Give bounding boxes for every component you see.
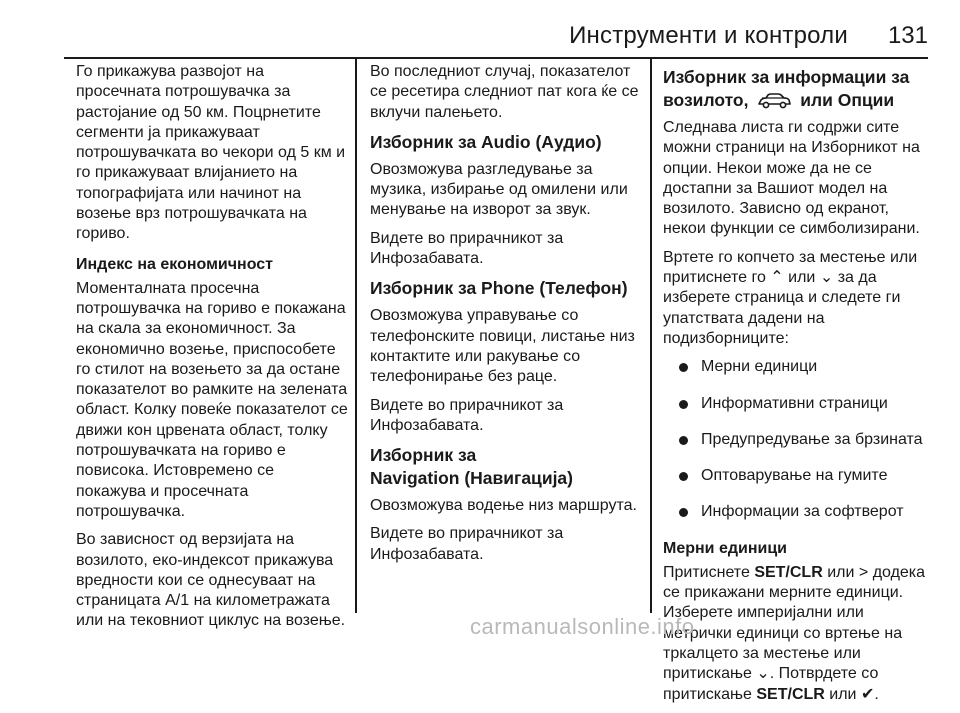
header-title: Инструменти и контроли	[569, 22, 848, 49]
heading-vehicle-info-menu	[663, 66, 935, 112]
text-select-follow: за да изберете страница и следете ги упатствата дадени на подизборниците:	[663, 269, 901, 347]
list-item	[663, 430, 935, 450]
heading-vehicle-line1: Изборник за информации за	[663, 67, 910, 87]
list-item-text: Оптоварување на гумите	[701, 467, 888, 485]
paragraph-audio: Овозможува разгледување за музика, избирање од омилени или менување на изворот за звук.	[370, 160, 628, 219]
car-icon	[757, 93, 791, 109]
column-3	[663, 62, 935, 713]
set-clr-label: SET/CLR	[754, 563, 823, 581]
list-item-text: Мерни единици	[701, 358, 818, 376]
heading-units: Мерни единици	[663, 539, 788, 557]
heading-navigation-menu	[370, 444, 644, 490]
column-2	[370, 62, 644, 573]
bullet-icon	[679, 436, 688, 445]
down-arrow-icon: ⌄	[756, 665, 770, 683]
text-confirm: . Потврдете со притискање	[663, 665, 879, 703]
text-or: или	[829, 685, 857, 703]
list-item	[663, 394, 935, 414]
header-rule	[64, 57, 928, 59]
list-item	[663, 502, 935, 522]
bullet-icon	[679, 400, 688, 409]
set-clr-label: SET/CLR	[756, 685, 825, 703]
down-arrow-icon: ⌄	[819, 269, 834, 287]
column-1	[76, 62, 348, 640]
page-number: 131	[887, 22, 928, 49]
heading-vehicle-line2a: возилото,	[663, 90, 749, 110]
paragraph-eco-version: Во зависност од верзијата на возилото, еко-индексот прикажува вредности кои се однесуваат на страницата А/1 на километражата или на тековниот циклус на возење.	[76, 531, 346, 630]
column-divider-1	[355, 58, 357, 613]
list-item	[663, 466, 935, 486]
watermark: carmanualsonline.info	[470, 614, 695, 639]
text-units-shown: додека се прикажани мерните единици. Изберете империјални или метрички единици со вртење на тркалцето за местење или притискање	[663, 563, 926, 683]
column-divider-2	[650, 58, 652, 613]
reference-phone: Видете во прирачникот за Инфозабавата.	[370, 396, 564, 434]
paragraph-phone: Овозможува управување со телефонските повици, листање низ контактите или ракување со телефонирање без раце.	[370, 307, 635, 386]
bullet-icon	[679, 472, 688, 481]
list-item-text: Информации за софтверот	[701, 503, 904, 521]
text-or: или	[827, 563, 855, 581]
paragraph-navigation: Овозможува водење низ маршрута.	[370, 497, 637, 515]
list-item	[663, 357, 935, 377]
list-item-text: Предупредување за брзината	[701, 430, 923, 448]
list-item-text: Информативни страници	[701, 394, 888, 412]
check-icon: ✔	[860, 685, 875, 703]
paragraph-reset: Во последниот случај, показателот се ресетира следниот пат кога ќе се вклучи палењето.	[370, 63, 639, 121]
heading-audio-menu: Изборник за Audio (Аудио)	[370, 131, 602, 152]
paragraph-eco-index: Моменталната просечна потрошувачка на гориво е покажана на скала за економичност. За економично возење, приспособете го стилот на возењето за да остане показателот во рамките на зелената област. Колку повеќе показателот се движи кон црвената област, толку потрошувачката на гориво е повисока. Истовремено се покажува и просечната потрошувачка.	[76, 279, 348, 520]
text-or: или	[788, 269, 816, 287]
paragraph-consumption-graph: Го прикажува развојот на просечната потрошувачка за растојание од 50 км. Поцрнетите сегменти ја прикажуваат потрошувачката во чекори од 5 км и го прикажуваат влијанието на топографијата или начинот на возење врз потрошувачката на гориво.	[76, 63, 346, 243]
page-header	[0, 0, 960, 58]
reference-audio: Видете во прирачникот за Инфозабавата.	[370, 229, 564, 268]
text-period: .	[874, 685, 879, 703]
heading-navigation-line1: Изборник за	[370, 445, 477, 466]
up-arrow-icon: ⌃	[770, 269, 784, 287]
bullet-icon	[679, 508, 688, 517]
text-turn-knob: Вртете го копчето за местење или притиснете го	[663, 248, 918, 287]
bullet-icon	[679, 363, 688, 372]
right-arrow-icon: >	[858, 563, 869, 581]
paragraph-select-page	[663, 248, 935, 349]
heading-vehicle-line2b: или Опции	[800, 90, 895, 110]
heading-phone-menu: Изборник за Phone (Телефон)	[370, 278, 628, 299]
paragraph-options-list: Следнава листа ги содржи сите можни страници на Изборникот на опции. Некои може да не се достапни за Вашиот модел на возилото. Зависно од екранот, некои функции се симболизирани.	[663, 119, 920, 238]
submenu-list	[663, 357, 935, 522]
heading-eco-index: Индекс на економичност	[76, 255, 273, 273]
paragraph-units	[663, 563, 935, 705]
text-press: Притиснете	[663, 563, 750, 581]
reference-navigation: Видете во прирачникот за Инфозабавата.	[370, 525, 564, 563]
heading-navigation-line2: Navigation (Навигација)	[370, 468, 573, 489]
